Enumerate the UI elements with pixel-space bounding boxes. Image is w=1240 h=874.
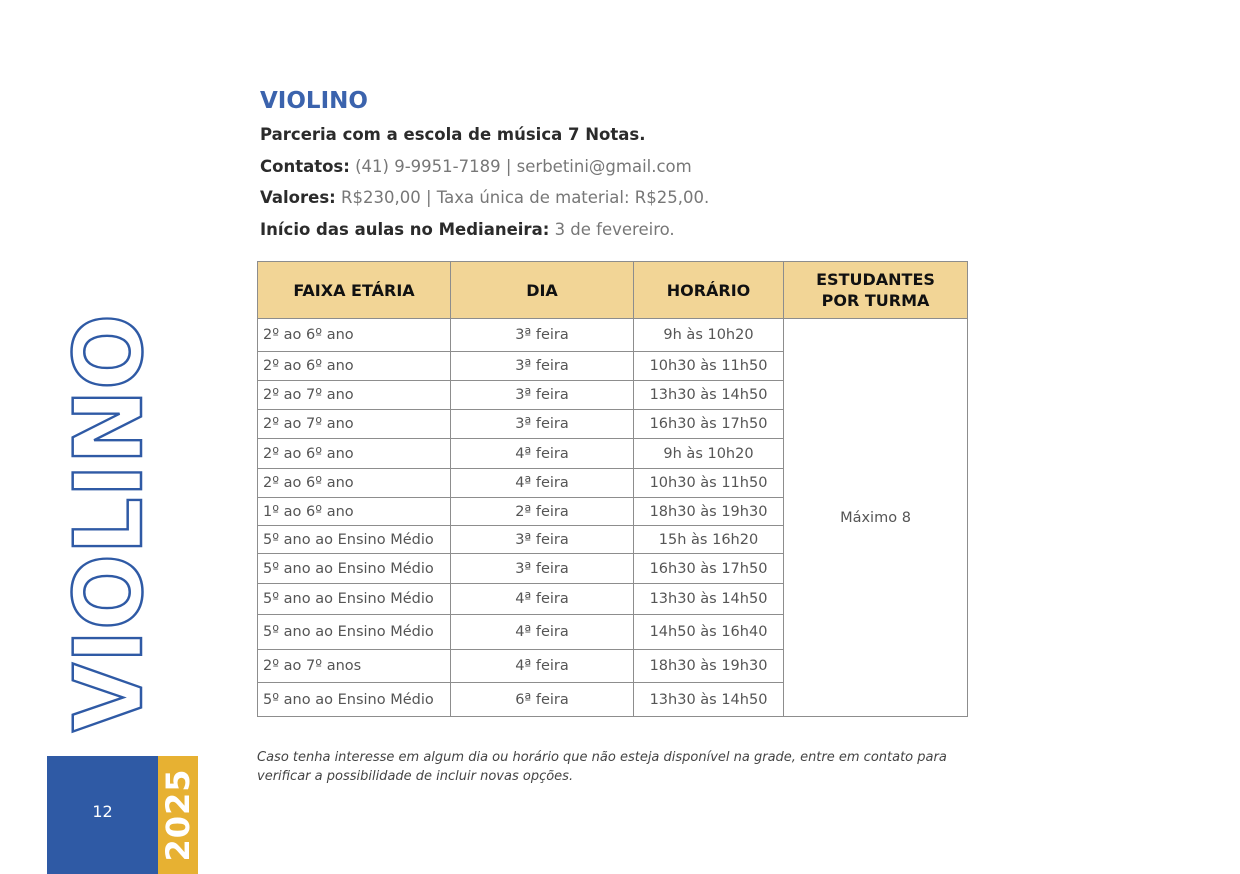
contacts-value: (41) 9-9951-7189 | serbetini@gmail.com (355, 157, 692, 176)
day-cell: 4ª feira (451, 615, 634, 650)
time-cell: 18h30 às 19h30 (634, 498, 784, 526)
students-cell: Máximo 8 (784, 319, 968, 717)
day-cell: 6ª feira (451, 683, 634, 717)
time-cell: 13h30 às 14h50 (634, 584, 784, 615)
year-label: 2025 (159, 768, 197, 862)
day-cell: 3ª feira (451, 319, 634, 352)
time-cell: 10h30 às 11h50 (634, 469, 784, 498)
header-time: HORÁRIO (634, 262, 784, 319)
prices-value: R$230,00 | Taxa única de material: R$25,00. (341, 188, 710, 207)
start-label: Início das aulas no Medianeira: (260, 220, 550, 239)
time-cell: 9h às 10h20 (634, 319, 784, 352)
age-cell: 2º ao 7º anos (258, 650, 451, 683)
age-cell: 1º ao 6º ano (258, 498, 451, 526)
age-cell: 5º ano ao Ensino Médio (258, 615, 451, 650)
header-age: FAIXA ETÁRIA (258, 262, 451, 319)
partnership-line: Parceria com a escola de música 7 Notas. (260, 125, 646, 144)
age-cell: 2º ao 7º ano (258, 410, 451, 439)
time-cell: 16h30 às 17h50 (634, 554, 784, 584)
age-cell: 2º ao 7º ano (258, 381, 451, 410)
day-cell: 4ª feira (451, 650, 634, 683)
prices-label: Valores: (260, 188, 336, 207)
table-row (258, 319, 968, 352)
age-cell: 5º ano ao Ensino Médio (258, 526, 451, 554)
time-cell: 16h30 às 17h50 (634, 410, 784, 439)
contacts-label: Contatos: (260, 157, 350, 176)
time-cell: 14h50 às 16h40 (634, 615, 784, 650)
day-cell: 3ª feira (451, 526, 634, 554)
day-cell: 4ª feira (451, 469, 634, 498)
day-cell: 4ª feira (451, 439, 634, 469)
header-students: ESTUDANTES POR TURMA (784, 262, 968, 319)
start-value: 3 de fevereiro. (554, 220, 675, 239)
age-cell: 2º ao 6º ano (258, 469, 451, 498)
age-cell: 2º ao 6º ano (258, 319, 451, 352)
time-cell: 18h30 às 19h30 (634, 650, 784, 683)
day-cell: 3ª feira (451, 410, 634, 439)
time-cell: 13h30 às 14h50 (634, 381, 784, 410)
day-cell: 4ª feira (451, 584, 634, 615)
page-number: 12 (92, 802, 113, 821)
year-block (158, 756, 198, 874)
start-line (260, 220, 675, 239)
page-title: VIOLINO (260, 88, 368, 114)
header-day: DIA (451, 262, 634, 319)
side-title (0, 0, 200, 760)
day-cell: 2ª feira (451, 498, 634, 526)
side-title-text: VIOLINO (55, 290, 164, 732)
day-cell: 3ª feira (451, 381, 634, 410)
age-cell: 2º ao 6º ano (258, 439, 451, 469)
day-cell: 3ª feira (451, 554, 634, 584)
footnote: Caso tenha interesse em algum dia ou horário que não esteja disponível na grade, entre em contato para verificar a possibilidade de incluir novas opções. (257, 750, 947, 784)
time-cell: 15h às 16h20 (634, 526, 784, 554)
table-header-row (258, 262, 968, 319)
day-cell: 3ª feira (451, 352, 634, 381)
contacts-line (260, 157, 692, 176)
page-number-block (47, 756, 158, 874)
age-cell: 2º ao 6º ano (258, 352, 451, 381)
prices-line (260, 188, 709, 207)
time-cell: 10h30 às 11h50 (634, 352, 784, 381)
age-cell: 5º ano ao Ensino Médio (258, 584, 451, 615)
time-cell: 13h30 às 14h50 (634, 683, 784, 717)
age-cell: 5º ano ao Ensino Médio (258, 554, 451, 584)
time-cell: 9h às 10h20 (634, 439, 784, 469)
age-cell: 5º ano ao Ensino Médio (258, 683, 451, 717)
schedule-table (257, 261, 968, 717)
